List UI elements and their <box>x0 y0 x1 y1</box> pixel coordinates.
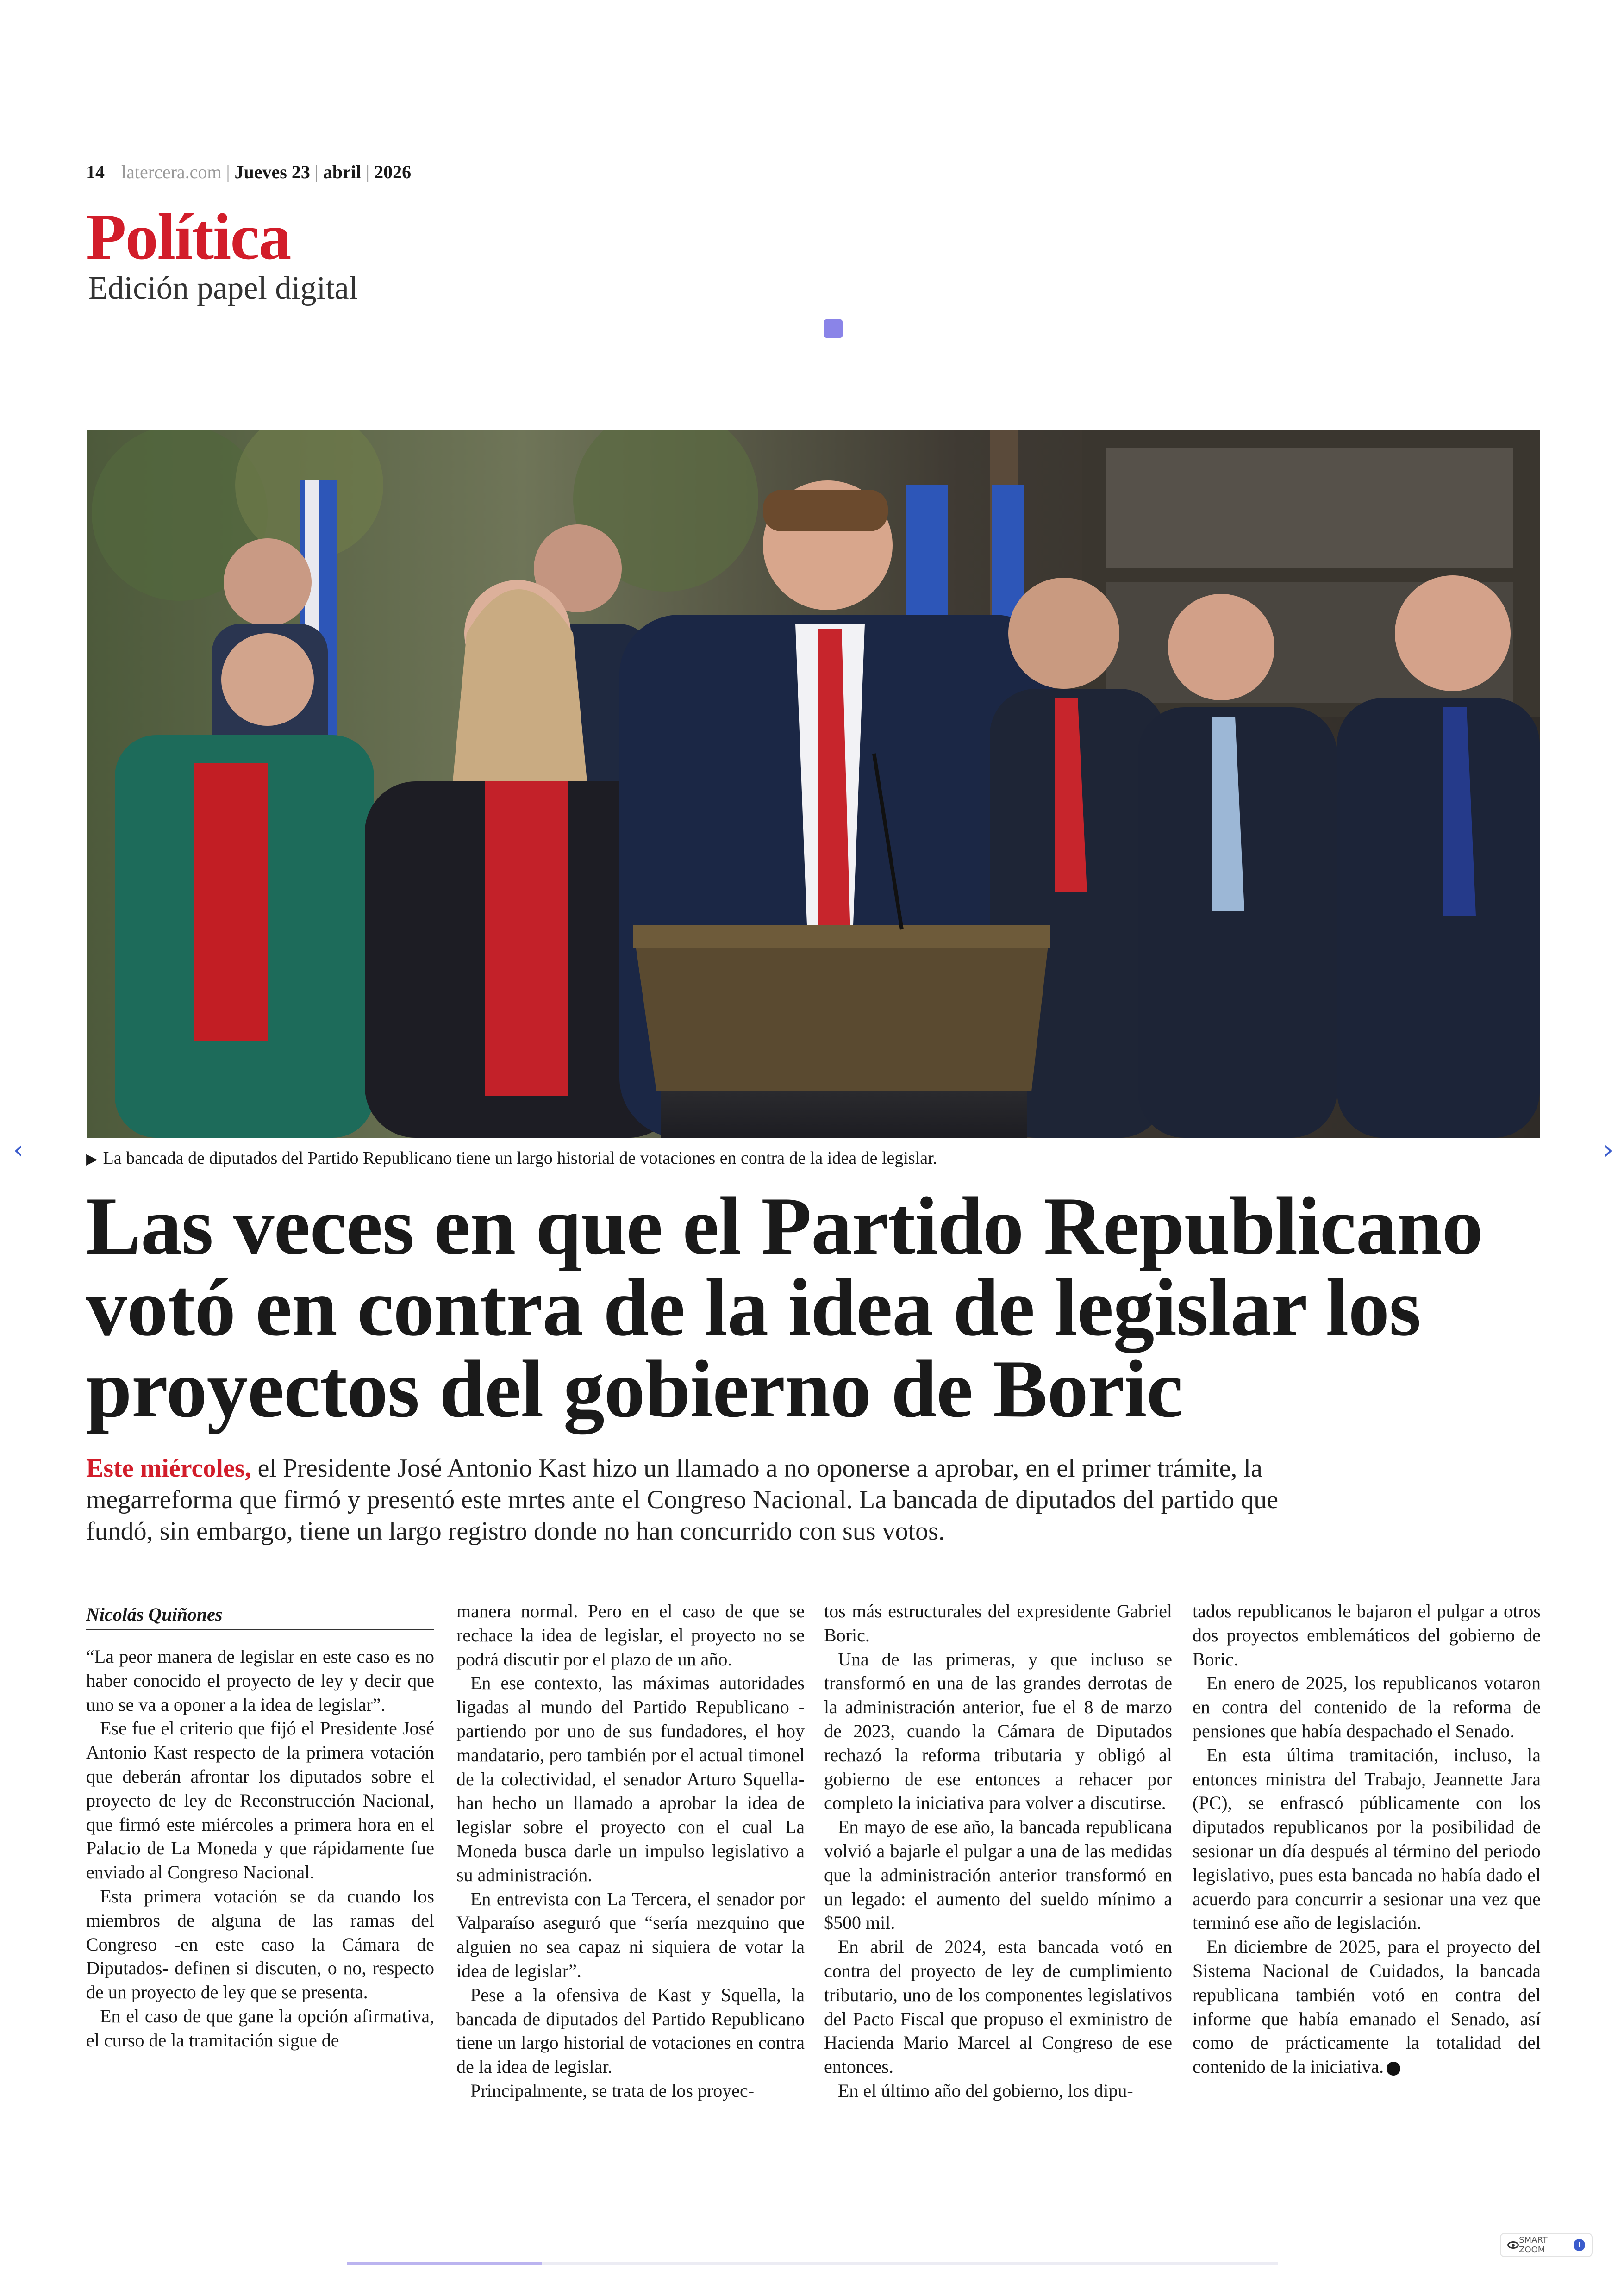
page-marker-icon[interactable] <box>824 319 843 338</box>
dek-kicker: Este miércoles, <box>86 1454 251 1483</box>
article-column-1 <box>86 1645 434 2052</box>
paragraph: tados republicanos le bajaron el pulgar a otros dos proyectos emblemáticos del gobierno de Boric. <box>1193 1601 1541 1670</box>
paragraph: En el caso de que gane la opción afirmativa, el curso de la tramitación sigue de <box>86 2005 434 2051</box>
paragraph: manera normal. Pero en el caso de que se rechace la idea de legislar, el proyecto no se podrá discutir por el plazo de un año. <box>456 1601 805 1670</box>
issue-month: abril <box>323 162 362 182</box>
eye-icon <box>1507 2241 1519 2249</box>
paragraph: tos más estructurales del expresidente Gabriel Boric. <box>824 1601 1172 1646</box>
paragraph: Pese a la ofensiva de Kast y Squella, la bancada de diputados del Partido Republicano tiene un largo historial de votaciones en contra de la idea de legislar. <box>456 1984 805 2077</box>
info-icon[interactable]: i <box>1574 2239 1585 2251</box>
section-title: Política <box>86 200 291 273</box>
paragraph: En el último año del gobierno, los dipu- <box>838 2080 1133 2101</box>
paragraph: En mayo de ese año, la bancada republicana volvió a bajarle el pulgar a una de las medidas que la administración anterior transformó en un legado: el aumento del sueldo mínimo a $500 mil. <box>824 1816 1172 1933</box>
paragraph: En entrevista con La Tercera, el senador por Valparaíso aseguró que “sería mezquino que alguien no sea capaz ni siquiera de votar la idea de legislar”. <box>456 1888 805 1981</box>
page-number: 14 <box>86 162 105 182</box>
end-of-article-icon <box>1387 2062 1400 2076</box>
paragraph: En diciembre de 2025, para el proyecto del Sistema Nacional de Cuidados, la bancada republicana también votó en contra del informe que había emanado el Senado, así como de prácticamente la totalidad del contenido de la iniciativa. <box>1193 1936 1541 2077</box>
article-photo <box>87 430 1540 1138</box>
article-headline: Las veces en que el Partido Republicano votó en contra de la idea de legislar los proyectos del gobierno de Boric <box>86 1180 1483 1434</box>
next-page-button[interactable]: › <box>1603 1135 1614 1165</box>
paragraph: Esta primera votación se da cuando los miembros de alguna de las ramas del Congreso -en este caso la Cámara de Diputados- definen si discuten, o no, respecto de un proyecto de ley que se presenta. <box>86 1885 434 2003</box>
byline: Nicolás Quiñones <box>86 1603 434 1630</box>
paragraph: “La peor manera de legislar en este caso es no haber conocido el proyecto de ley y decir que uno se va a oponer a la idea de legislar”. <box>86 1646 434 1715</box>
paragraph: En enero de 2025, los republicanos votaron en contra del contenido de la reforma de pensiones que había despachado el Senado. <box>1193 1672 1541 1741</box>
folio-line: 14 latercera.com | Jueves 23 | abril | 2026 <box>86 162 412 182</box>
paragraph: Principalmente, se trata de los proyec- <box>470 2080 755 2101</box>
paragraph: En ese contexto, las máximas autoridades ligadas al mundo del Partido Republicano -partiendo por uno de sus fundadores, el hoy mandatario, pero también por el actual timonel de la colectividad, el senador Arturo Squella- han hecho un llamado a aprobar la idea de legislar sobre el proyecto con el cual La Moneda busca darle un impulso legislativo a su administración. <box>456 1672 805 1885</box>
paragraph: En esta última tramitación, incluso, la entonces ministra del Trabajo, Jeannette Jara (PC), se enfrascó públicamente con los diputados republicanos por la posibilidad de sesionar un día después al término del periodo legislativo, pues esta bancada no había dado el acuerdo para concurrir a sesionar una vez que terminó ese año de legislación. <box>1193 1744 1541 1933</box>
dek-text: el Presidente José Antonio Kast hizo un llamado a no oponerse a aprobar, en el primer trámite, la megarreforma que firmó y presentó este mrtes ante el Congreso Nacional. La bancada de diputados del partido que fundó, sin embargo, tiene un largo registro donde no han concurrido con sus votos. <box>86 1454 1279 1546</box>
caption-arrow-icon: ▶ <box>86 1150 98 1167</box>
article-column-2 <box>456 1599 805 2103</box>
issue-year: 2026 <box>374 162 412 182</box>
photo-caption: ▶ La bancada de diputados del Partido Republicano tiene un largo historial de votaciones en contra de la idea de legislar. <box>86 1148 937 1168</box>
article-dek <box>86 1453 1336 1547</box>
paragraph: Ese fue el criterio que fijó el Presidente José Antonio Kast respecto de la primera votación que deberán afrontar los diputados sobre el proyecto de ley de Reconstrucción Nacional, que firmó este miércoles a primera hora en el Palacio de La Moneda y que rápidamente fue enviado al Congreso Nacional. <box>86 1718 434 1883</box>
smart-zoom-button[interactable] <box>1500 2233 1593 2257</box>
paragraph: En abril de 2024, esta bancada votó en contra del proyecto de ley de cumplimiento tributario, uno de los componentes legislativos del Pacto Fiscal que propuso el exministro de Hacienda Mario Marcel al Congreso de ese entonces. <box>824 1936 1172 2077</box>
article-column-4 <box>1193 1599 1541 2079</box>
paragraph: Una de las primeras, y que incluso se transformó en una de las grandes derrotas de la administración anterior, fue el 8 de marzo de 2023, cuando la Cámara de Diputados rechazó la reforma tributaria y obligó al gobierno de ese entonces a rehacer por completo la iniciativa para volver a discutirse. <box>824 1648 1172 1814</box>
previous-page-button[interactable]: ‹ <box>13 1135 24 1165</box>
issue-day: Jueves 23 <box>234 162 310 182</box>
edition-label: Edición papel digital <box>88 270 358 306</box>
site-name: latercera.com <box>121 162 222 182</box>
article-column-3 <box>824 1599 1172 2103</box>
page-scrollbar-thumb[interactable] <box>347 2262 542 2265</box>
smart-zoom-label: SMART ZOOM <box>1519 2235 1548 2255</box>
